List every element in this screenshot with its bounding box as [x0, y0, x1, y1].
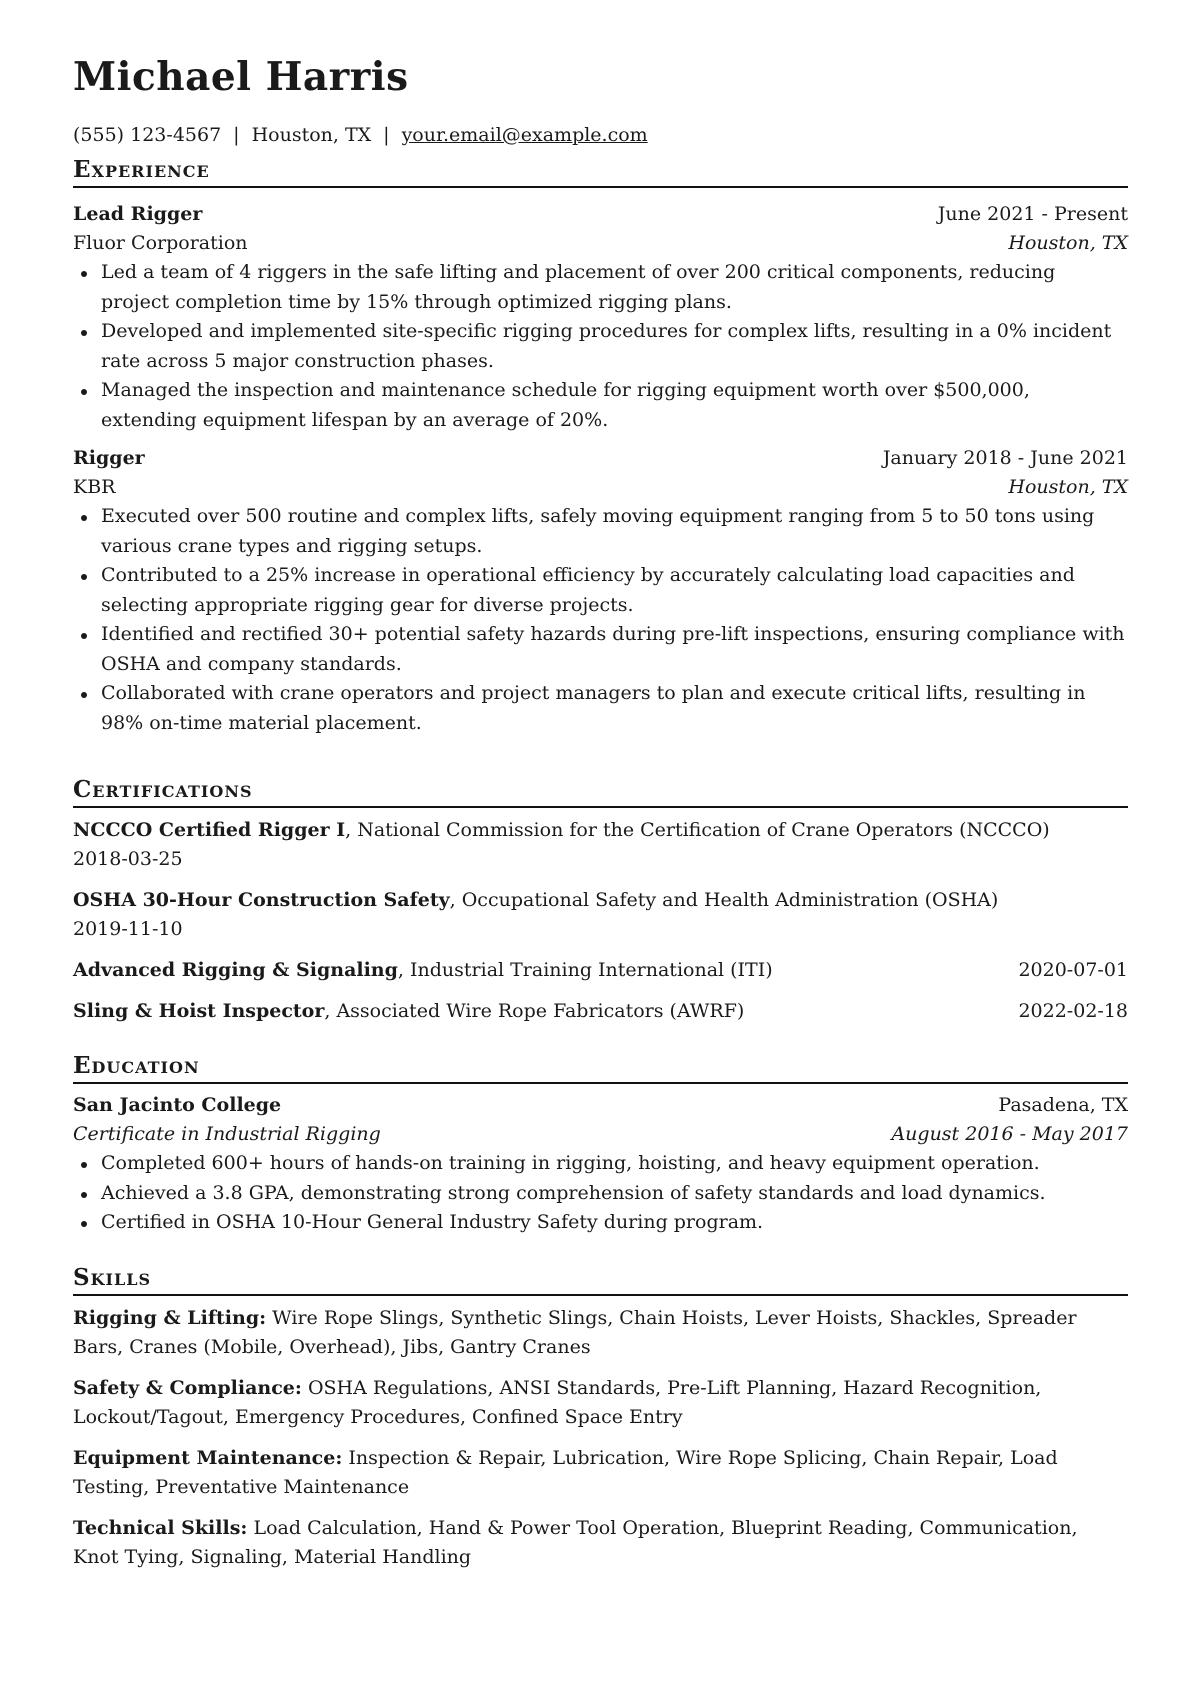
bullet-item: Developed and implemented site-specific rigging procedures for complex lifts, resulting in a 0% incident rate across 5 major construction phases. [73, 317, 1128, 376]
certification-item [73, 816, 1128, 874]
cert-date: 2022-02-18 [1018, 1000, 1128, 1022]
cert-name: Advanced Rigging & Signaling [73, 959, 398, 981]
certification-item [73, 886, 1128, 944]
job-role: Lead Rigger [73, 203, 203, 225]
education-subheader [73, 1120, 1128, 1149]
job-dates: January 2018 - June 2021 [882, 447, 1128, 469]
job-location: Houston, TX [1008, 476, 1128, 498]
job-company: KBR [73, 476, 116, 498]
certifications-section [73, 776, 1128, 1026]
skill-group [73, 1304, 1128, 1362]
job-bullets [73, 502, 1128, 738]
cert-issuer: , Industrial Training International (ITI) [397, 959, 773, 981]
separator: | [383, 124, 390, 146]
bullet-item: Managed the inspection and maintenance schedule for rigging equipment worth over $500,000, extending equipment lifespan by an average of 20%. [73, 376, 1128, 435]
cert-issuer: , Occupational Safety and Health Administration (OSHA) [449, 889, 999, 911]
bullet-item: Led a team of 4 riggers in the safe lifting and placement of over 200 critical components, reducing project completion time by 15% through optimized rigging plans. [73, 258, 1128, 317]
job-subheader [73, 229, 1128, 258]
education-entry [73, 1091, 1128, 1238]
cert-date: 2018-03-25 [73, 848, 183, 870]
bullet-item: Certified in OSHA 10-Hour General Industry Safety during program. [73, 1208, 1128, 1238]
job-dates: June 2021 - Present [937, 203, 1128, 225]
skills-section [73, 1264, 1128, 1572]
skill-group [73, 1374, 1128, 1432]
job-entry [73, 444, 1128, 738]
cert-name: Sling & Hoist Inspector [73, 1000, 325, 1022]
phone-number: (555) 123-4567 [73, 124, 222, 146]
contact-line [73, 122, 648, 148]
education-dates: August 2016 - May 2017 [891, 1123, 1128, 1145]
section-title-certifications: Certifications [73, 776, 1128, 808]
section-title-education: Education [73, 1052, 1128, 1084]
skill-label: Technical Skills: [73, 1517, 248, 1539]
skill-label: Equipment Maintenance: [73, 1447, 343, 1469]
education-bullets [73, 1149, 1128, 1238]
email-link[interactable]: your.email@example.com [401, 124, 648, 146]
bullet-item: Contributed to a 25% increase in operational efficiency by accurately calculating load capacities and selecting appropriate rigging gear for diverse projects. [73, 561, 1128, 620]
bullet-item: Completed 600+ hours of hands-on training in rigging, hoisting, and heavy equipment operation. [73, 1149, 1128, 1179]
skill-value: Wire Rope Slings, Synthetic Slings, Chain Hoists, Lever Hoists, Shackles, Spreader Bars, Cranes (Mobile, Overhead), Jibs, Gantry Cranes [73, 1307, 1077, 1358]
skill-group [73, 1514, 1128, 1572]
job-header [73, 444, 1128, 473]
job-subheader [73, 473, 1128, 502]
job-header [73, 200, 1128, 229]
bullet-item: Achieved a 3.8 GPA, demonstrating strong comprehension of safety standards and load dynamics. [73, 1179, 1128, 1209]
job-entry [73, 200, 1128, 435]
cert-date: 2020-07-01 [1018, 959, 1128, 981]
candidate-name: Michael Harris [73, 54, 409, 100]
job-location: Houston, TX [1008, 232, 1128, 254]
bullet-item: Identified and rectified 30+ potential safety hazards during pre-lift inspections, ensuring compliance with OSHA and company standards. [73, 620, 1128, 679]
contact-location: Houston, TX [251, 124, 372, 146]
cert-name: OSHA 30-Hour Construction Safety [73, 889, 450, 911]
separator: | [233, 124, 240, 146]
cert-issuer: , Associated Wire Rope Fabricators (AWRF) [324, 1000, 745, 1022]
education-header [73, 1091, 1128, 1120]
bullet-item: Executed over 500 routine and complex lifts, safely moving equipment ranging from 5 to 50 tons using various crane types and rigging setups. [73, 502, 1128, 561]
job-role: Rigger [73, 447, 145, 469]
skill-group [73, 1444, 1128, 1502]
cert-issuer: , National Commission for the Certification of Crane Operators (NCCCO) [345, 819, 1050, 841]
school-name: San Jacinto College [73, 1094, 282, 1116]
section-title-experience: Experience [73, 156, 1128, 188]
section-title-skills: Skills [73, 1264, 1128, 1296]
job-bullets [73, 258, 1128, 435]
bullet-item: Collaborated with crane operators and project managers to plan and execute critical lifts, resulting in 98% on-time material placement. [73, 679, 1128, 738]
cert-date: 2019-11-10 [73, 918, 183, 940]
cert-name: NCCCO Certified Rigger I [73, 819, 346, 841]
school-location: Pasadena, TX [998, 1094, 1128, 1116]
skill-value: Inspection & Repair, Lubrication, Wire Rope Splicing, Chain Repair, Load Testing, Preventative Maintenance [73, 1447, 1058, 1498]
degree-name: Certificate in Industrial Rigging [73, 1123, 381, 1145]
skill-value: OSHA Regulations, ANSI Standards, Pre-Lift Planning, Hazard Recognition, Lockout/Tagout, Emergency Procedures, Confined Space Entry [73, 1377, 1042, 1428]
skill-label: Rigging & Lifting: [73, 1307, 267, 1329]
experience-section [73, 156, 1128, 738]
skill-value: Load Calculation, Hand & Power Tool Operation, Blueprint Reading, Communication, Knot Tying, Signaling, Material Handling [73, 1517, 1078, 1568]
certification-item [73, 956, 1128, 985]
job-company: Fluor Corporation [73, 232, 248, 254]
skill-label: Safety & Compliance: [73, 1377, 302, 1399]
certification-item [73, 997, 1128, 1026]
education-section [73, 1052, 1128, 1238]
